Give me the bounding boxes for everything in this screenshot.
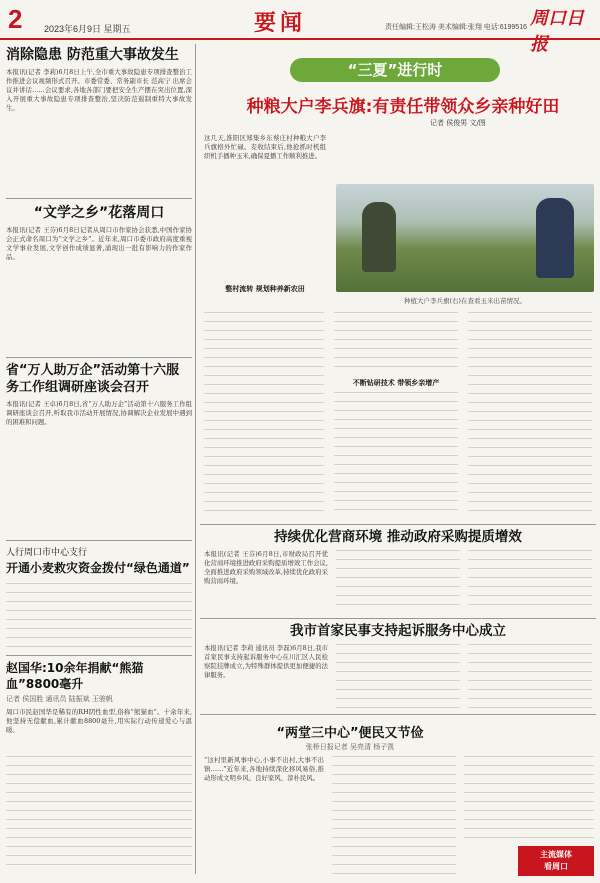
article-blood-donor[interactable] bbox=[6, 660, 192, 874]
badge-line2: 看周口 bbox=[544, 862, 568, 871]
feature-title: 种粮大户李兵旗:有责任带领众乡亲种好田 bbox=[246, 97, 560, 117]
article-lead: 本报讯(记者 李莉)6月8日上午,全市重大事故隐患专项排查整治工作推进会议视频形式召开。市委常委、常务副市长 范高宁 出席会议并讲话……会议要求,各地各部门要把安全生产摆在突出位置,深入开展重大事故隐患专项排查整治,坚决防范遏制重特大事故发生。 bbox=[6, 68, 192, 112]
article-civil-support[interactable] bbox=[200, 622, 596, 712]
article-title: 赵国华:10余年捐献“熊猫血”8800毫升 bbox=[6, 661, 144, 691]
article-safety[interactable] bbox=[6, 46, 192, 196]
feature-subhead-2: 不断钻研技术 带领乡亲增产 bbox=[352, 379, 440, 387]
page-date: 2023年6月9日 星期五 bbox=[44, 24, 131, 34]
article-two-halls[interactable] bbox=[200, 718, 596, 878]
article-title: 我市首家民事支持起诉服务中心成立 bbox=[290, 623, 506, 639]
article-title: 消除隐患 防范重大事故发生 bbox=[6, 47, 179, 63]
article-byline: 张桥日报记者 吴亮清 杨子凯 bbox=[305, 743, 395, 751]
article-lead: 本报讯(记者 王芬)6月8日记者从周口市作家协会获悉,中国作家协会正式命名周口为“文学之乡”。近年来,周口市委市政府高度重视文学事业发展,文学创作成绩显著,涌现出一批有影响力的作家作品。 bbox=[6, 226, 192, 261]
feature-body bbox=[200, 312, 596, 520]
article-literature[interactable] bbox=[6, 204, 192, 354]
article-lead: 本报讯(记者 王卓)6月8日,省“万人助万企”活动第十六服务工作组调研座谈会召开,听取我市活动开展情况,协调解决企业发展中遇到的困难和问题。 bbox=[6, 400, 192, 426]
article-wheat-fund[interactable] bbox=[6, 545, 192, 653]
mainstream-media-badge[interactable] bbox=[518, 846, 594, 876]
newspaper-logo: 周口日报 bbox=[530, 8, 584, 55]
article-title: “文学之乡”花落周口 bbox=[33, 205, 165, 221]
feature-lead: 这几天,淮阳区郑集乡东蔡庄村种粮大户李兵旗格外忙碌。麦收结束后,他抢抓时机组织机手播种玉米,确保夏播工作顺利推进。 bbox=[204, 134, 326, 160]
feature-article[interactable] bbox=[200, 44, 596, 312]
page-number: 2 bbox=[8, 4, 23, 34]
article-title: 持续优化营商环境 推动政府采购提质增效 bbox=[274, 529, 522, 545]
photo-caption: 种植大户李兵旗(右)在查看玉米出苗情况。 bbox=[403, 297, 527, 305]
article-enterprise[interactable] bbox=[6, 362, 192, 538]
feature-subhead: 整村流转 规划种养新农田 bbox=[225, 285, 305, 293]
badge-line1: 主流媒体 bbox=[540, 850, 572, 859]
article-title: 省“万人助万企”活动第十六服务工作组调研座谈会召开 bbox=[6, 363, 180, 395]
section-title: 要闻 bbox=[253, 11, 306, 36]
article-byline: 记者 侯国胜 通讯员 陆振斌 王骏帆 bbox=[6, 695, 113, 703]
feature-banner: “三夏”进行时 bbox=[347, 61, 443, 79]
article-procurement[interactable] bbox=[200, 528, 596, 616]
feature-photo bbox=[336, 184, 594, 292]
column-divider bbox=[195, 44, 196, 874]
article-kicker: 人行周口市中心支行 bbox=[6, 548, 88, 558]
article-lead: 周口市民赵国华是稀有的RH阴性血型,俗称“熊猫血”。十余年来,他坚持无偿献血,累计献血8800毫升,用实际行动传递爱心与温暖。 bbox=[6, 708, 192, 734]
feature-byline: 记者 侯俊男 文/图 bbox=[430, 119, 486, 127]
editor-credits: 责任编辑:王松涛 美术编辑:张翔 电话:6199516 bbox=[385, 24, 527, 31]
article-title: “两堂三中心”便民又节俭 bbox=[276, 726, 424, 741]
article-lead: 本报讯(记者 王芬)6月8日,市财政局召开优化营商环境推进政府采购提质增效工作会议,全面推进政府采购领域改革,持续优化政府采购营商环境。 bbox=[204, 550, 328, 585]
article-lead: “这村里新风事中心,小事不出村,大事不出镇……”近年来,各地持续深化移风易俗,推动形成文明乡风、良好家风、淳朴民风。 bbox=[204, 756, 324, 782]
article-title: 开通小麦救灾资金拨付“绿色通道” bbox=[6, 561, 190, 575]
article-lead: 本报讯(记者 李莉 通讯员 李磊)6月8日,我市首家民事支持起诉服务中心在川汇区人民检察院挂牌成立,为特殊群体提供更加便捷的法律服务。 bbox=[204, 644, 328, 679]
